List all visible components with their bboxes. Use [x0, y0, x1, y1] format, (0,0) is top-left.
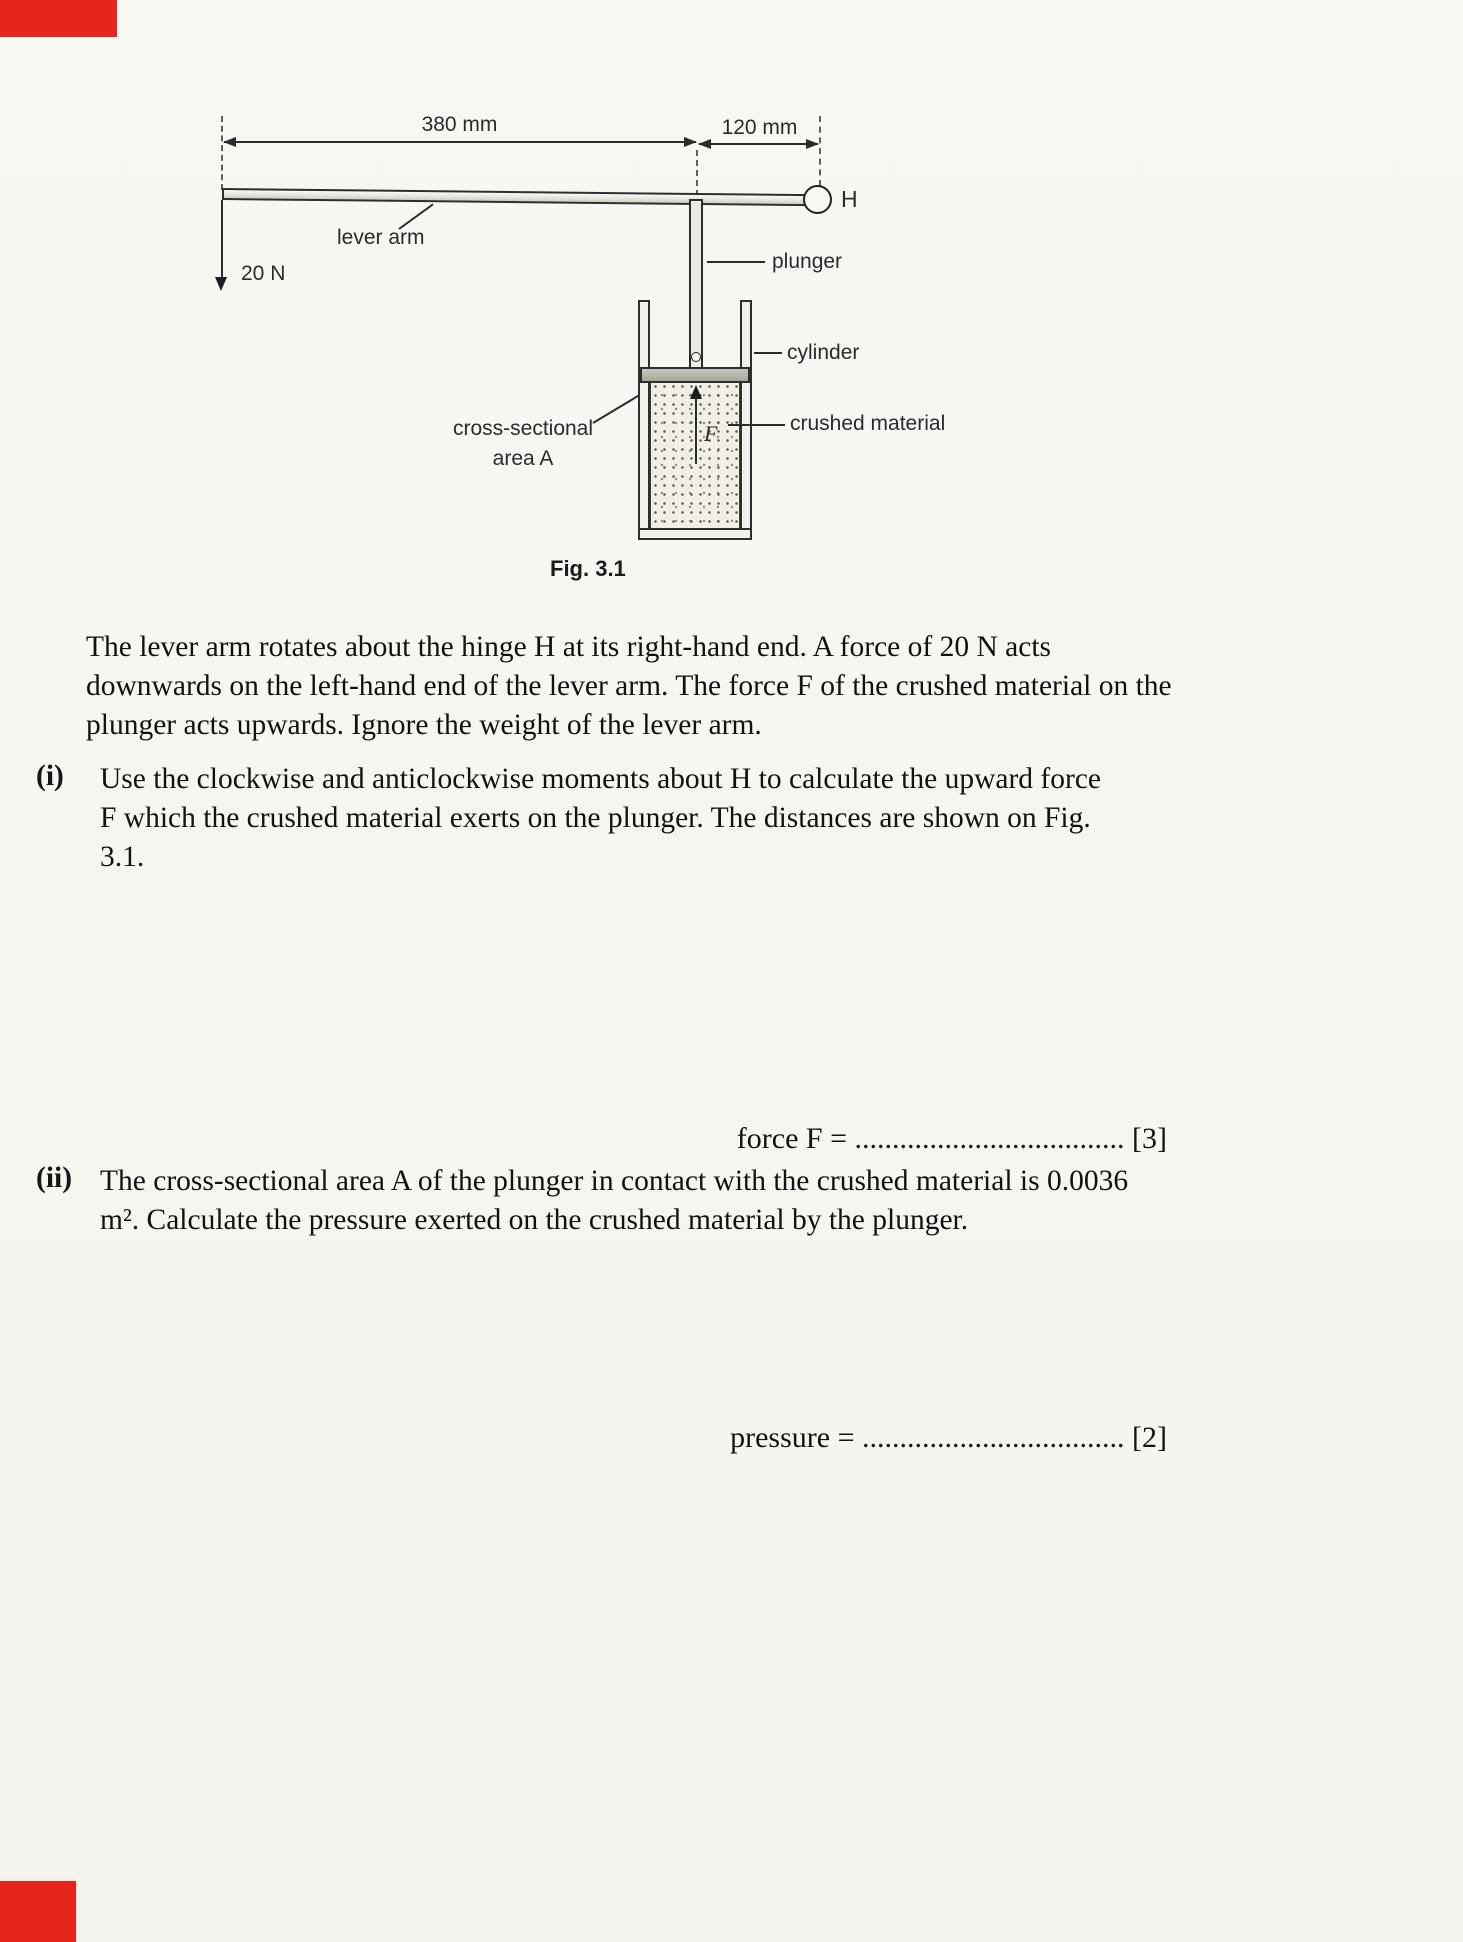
intro-paragraph: The lever arm rotates about the hinge H at its right-hand end. A force of 20 N acts downwards on the left-hand end of the lever arm. The force F of the crushed material on the plunger acts upwards. Ignore the weight of the lever arm.	[86, 631, 1172, 742]
pressure-answer-line	[0, 1421, 1167, 1455]
part-i-label: (i)	[36, 760, 64, 792]
force-f-label: F	[704, 421, 718, 446]
cylinder-bottom-wall	[638, 528, 752, 540]
plunger-rod	[689, 199, 703, 369]
dimension-arrow-right-380	[684, 137, 697, 147]
dimension-arrow-left-380	[223, 137, 236, 147]
part-i-text: Use the clockwise and anticlockwise moments about H to calculate the upward force F which the crushed material exerts on the plunger. The distances are shown on Fig. 3.1.	[100, 763, 1102, 874]
hinge-circle	[803, 185, 832, 214]
dimension-arrow-left-120	[698, 139, 711, 149]
force-answer-line	[0, 1122, 1167, 1156]
force-20n-line	[221, 200, 223, 280]
pressure-answer-dots[interactable]: ...................................	[862, 1421, 1125, 1454]
cylinder-right-wall	[740, 300, 752, 540]
red-scan-mark-bottom-left	[0, 1881, 76, 1942]
plunger-pivot	[691, 352, 701, 362]
part-ii-text: The cross-sectional area A of the plunger in contact with the crushed material is 0.0036 m². Calculate the pressure exerted on the crushed material by the plunger.	[100, 1165, 1129, 1237]
force-20n-arrowhead	[215, 277, 227, 291]
cylinder-left-wall	[638, 300, 650, 540]
dimension-label-120: 120 mm	[721, 116, 798, 139]
cross-section-label-line1: cross-sectional	[452, 417, 594, 440]
part-ii-label: (ii)	[36, 1162, 73, 1194]
dimension-line-380	[224, 141, 696, 143]
force-answer-dots[interactable]: ....................................	[854, 1122, 1125, 1155]
extension-line-middle	[696, 150, 698, 196]
figure-caption: Fig. 3.1	[550, 556, 626, 581]
cross-section-label	[452, 414, 594, 475]
pressure-answer-marks: [2]	[1124, 1421, 1167, 1454]
force-f-line	[695, 396, 697, 464]
plunger-leader	[707, 261, 765, 263]
hinge-label: H	[841, 186, 858, 212]
lever-arm-bar	[222, 188, 820, 206]
piston-plate	[640, 367, 750, 383]
lever-arm-label: lever arm	[337, 226, 425, 249]
dimension-line-120	[699, 143, 818, 145]
dimension-arrow-right-120	[806, 139, 819, 149]
dimension-label-380: 380 mm	[421, 113, 498, 136]
force-answer-marks: [3]	[1124, 1122, 1167, 1155]
force-20n-label: 20 N	[241, 262, 286, 285]
figure-3-1	[0, 0, 1463, 600]
cross-section-leader	[592, 394, 639, 424]
crushed-material-leader	[728, 424, 785, 426]
force-answer-prefix: force F =	[736, 1122, 855, 1155]
pressure-answer-prefix: pressure =	[730, 1421, 863, 1454]
crushed-material-label: crushed material	[790, 412, 946, 435]
cylinder-leader	[754, 352, 782, 354]
plunger-label: plunger	[772, 250, 843, 273]
cross-section-label-line2: area A	[492, 447, 554, 471]
cylinder-label: cylinder	[787, 341, 860, 364]
